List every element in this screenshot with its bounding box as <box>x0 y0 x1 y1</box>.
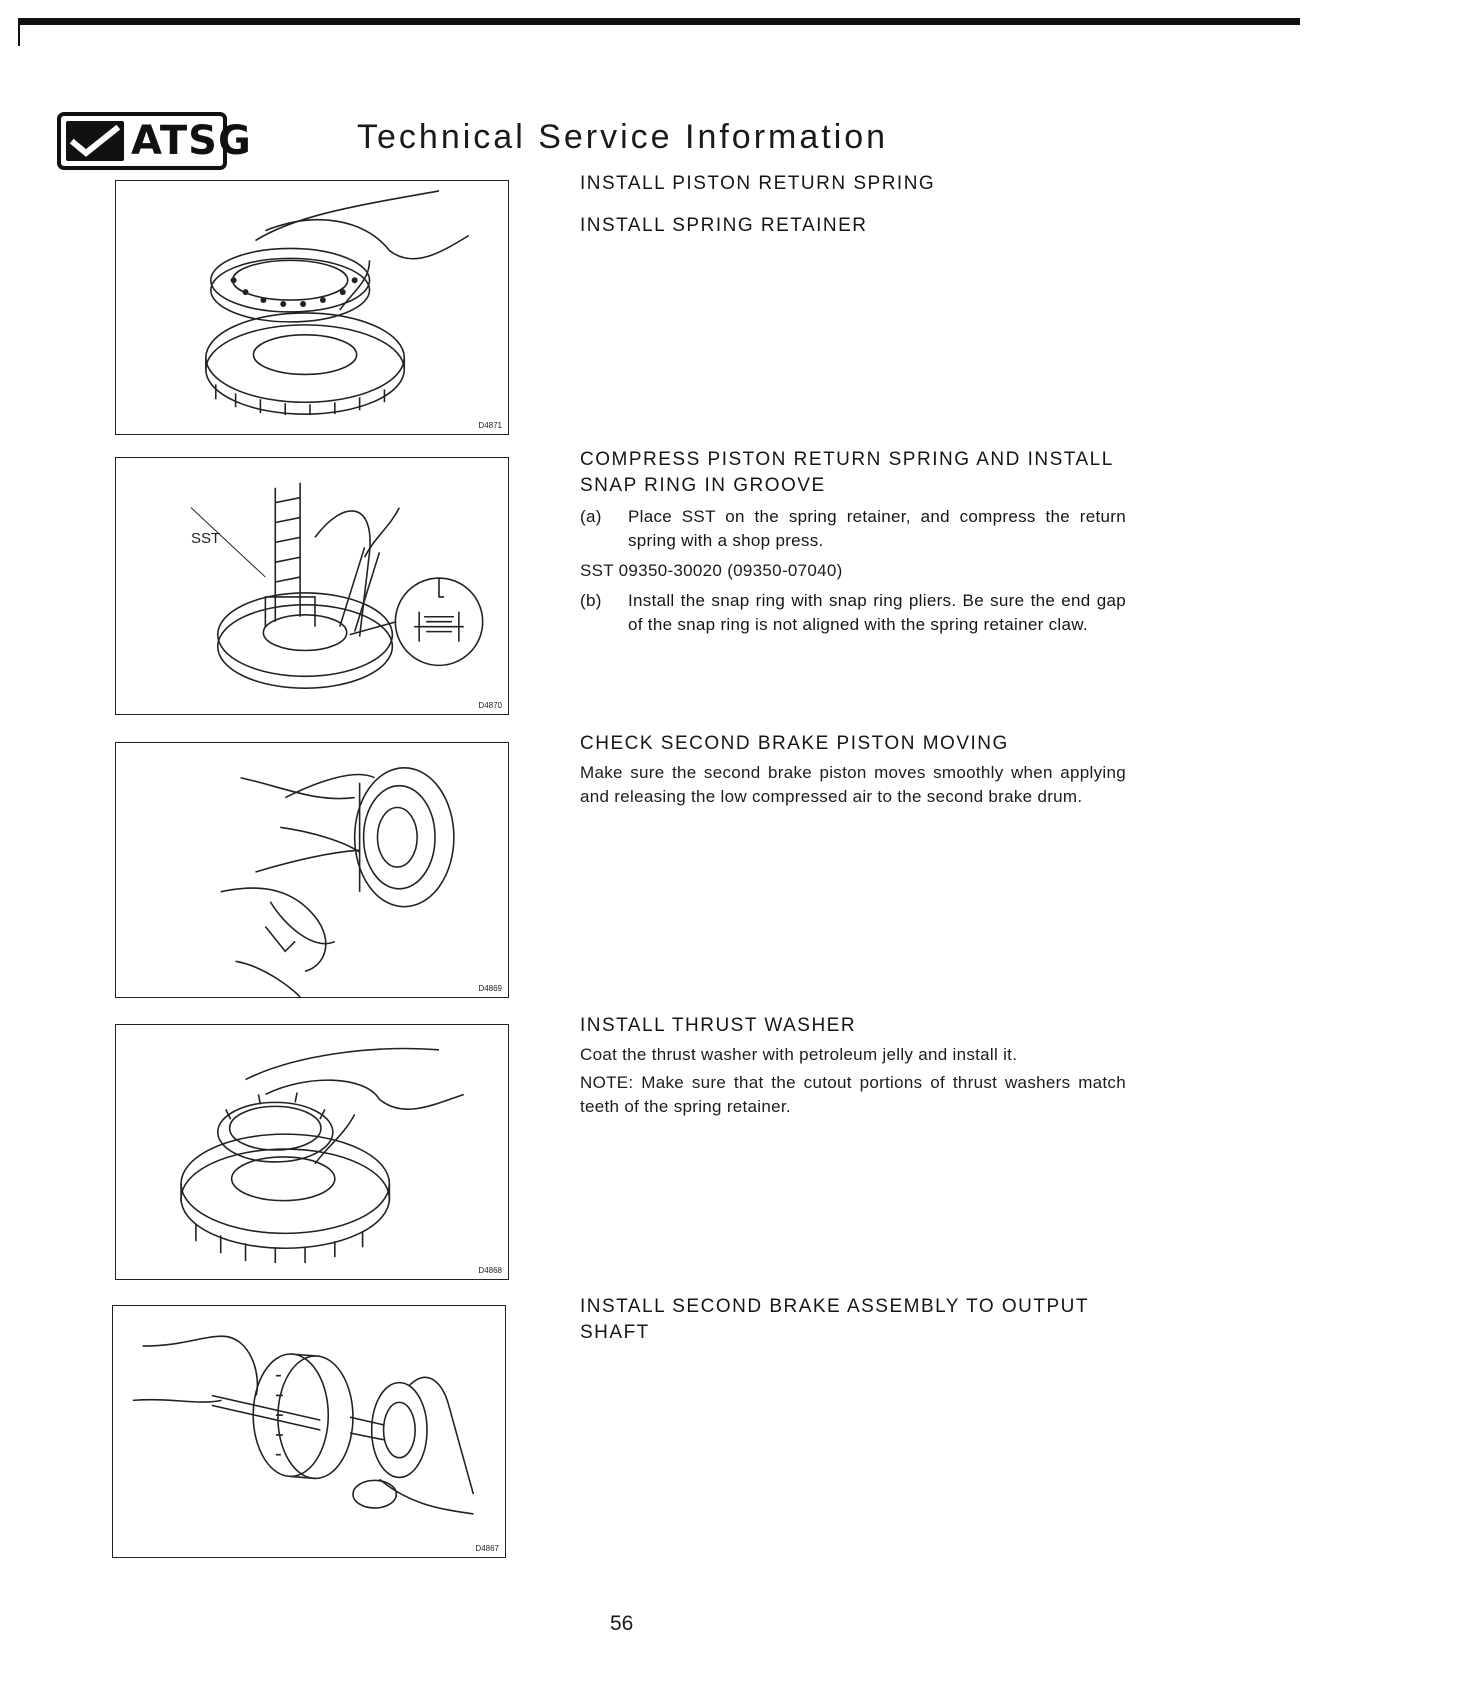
figure-id: D4869 <box>478 984 502 993</box>
section-compress-spring <box>580 447 1126 637</box>
section-heading: INSTALL SECOND BRAKE ASSEMBLY TO OUTPUT SHAFT <box>580 1296 1089 1343</box>
page-title: Technical Service Information <box>357 118 889 156</box>
top-rule <box>18 18 1300 25</box>
step-text: Install the snap ring with snap ring pliers. Be sure the end gap of the snap ring is not aligned with the spring retainer claw. <box>628 591 1126 634</box>
page-number: 56 <box>610 1612 634 1635</box>
step-b <box>580 589 1126 637</box>
section-heading: INSTALL PISTON RETURN SPRING <box>580 173 936 194</box>
figure-id: D4868 <box>478 1266 502 1275</box>
figure-install-assembly <box>112 1305 506 1558</box>
illustration-return-spring <box>116 181 508 434</box>
step-label: (b) <box>580 591 602 610</box>
section-text: Coat the thrust washer with petroleum jelly and install it. <box>580 1045 1018 1064</box>
figure-compress-spring <box>115 457 509 715</box>
illustration-shop-press <box>116 458 508 714</box>
section-heading: COMPRESS PISTON RETURN SPRING AND INSTALL SNAP RING IN GROOVE <box>580 449 1114 496</box>
section-heading: CHECK SECOND BRAKE PISTON MOVING <box>580 733 1009 754</box>
figure-air-check <box>115 742 509 998</box>
illustration-air-nozzle <box>116 743 508 997</box>
illustration-output-shaft <box>113 1306 505 1557</box>
sst-number: SST 09350-30020 (09350-07040) <box>580 561 843 580</box>
figure-thrust-washer <box>115 1024 509 1280</box>
section-text: Make sure the second brake piston moves smoothly when applying and releasing the low compressed air to the second brake drum. <box>580 763 1126 806</box>
figure-id: D4867 <box>475 1544 499 1553</box>
section-heading: INSTALL THRUST WASHER <box>580 1015 857 1036</box>
step-label: (a) <box>580 507 602 526</box>
top-rule-tick <box>18 18 20 46</box>
figure-id: D4870 <box>478 701 502 710</box>
atsg-logo <box>57 112 252 170</box>
section-install-assembly <box>580 1294 1126 1346</box>
section-install-return-spring <box>580 171 1126 239</box>
section-thrust-washer <box>580 1013 1126 1119</box>
section-check-piston <box>580 731 1126 809</box>
step-text: Place SST on the spring retainer, and compress the return spring with a shop press. <box>628 507 1126 550</box>
section-heading: INSTALL SPRING RETAINER <box>580 215 868 236</box>
logo-text: ATSG <box>131 118 252 164</box>
illustration-thrust-washer <box>116 1025 508 1279</box>
section-note: NOTE: Make sure that the cutout portions of thrust washers match teeth of the spring retainer. <box>580 1073 1126 1116</box>
step-a <box>580 505 1126 553</box>
checkmark-icon <box>66 121 124 161</box>
figure-install-return-spring <box>115 180 509 435</box>
sst-callout: SST <box>191 530 221 547</box>
figure-id: D4871 <box>478 421 502 430</box>
